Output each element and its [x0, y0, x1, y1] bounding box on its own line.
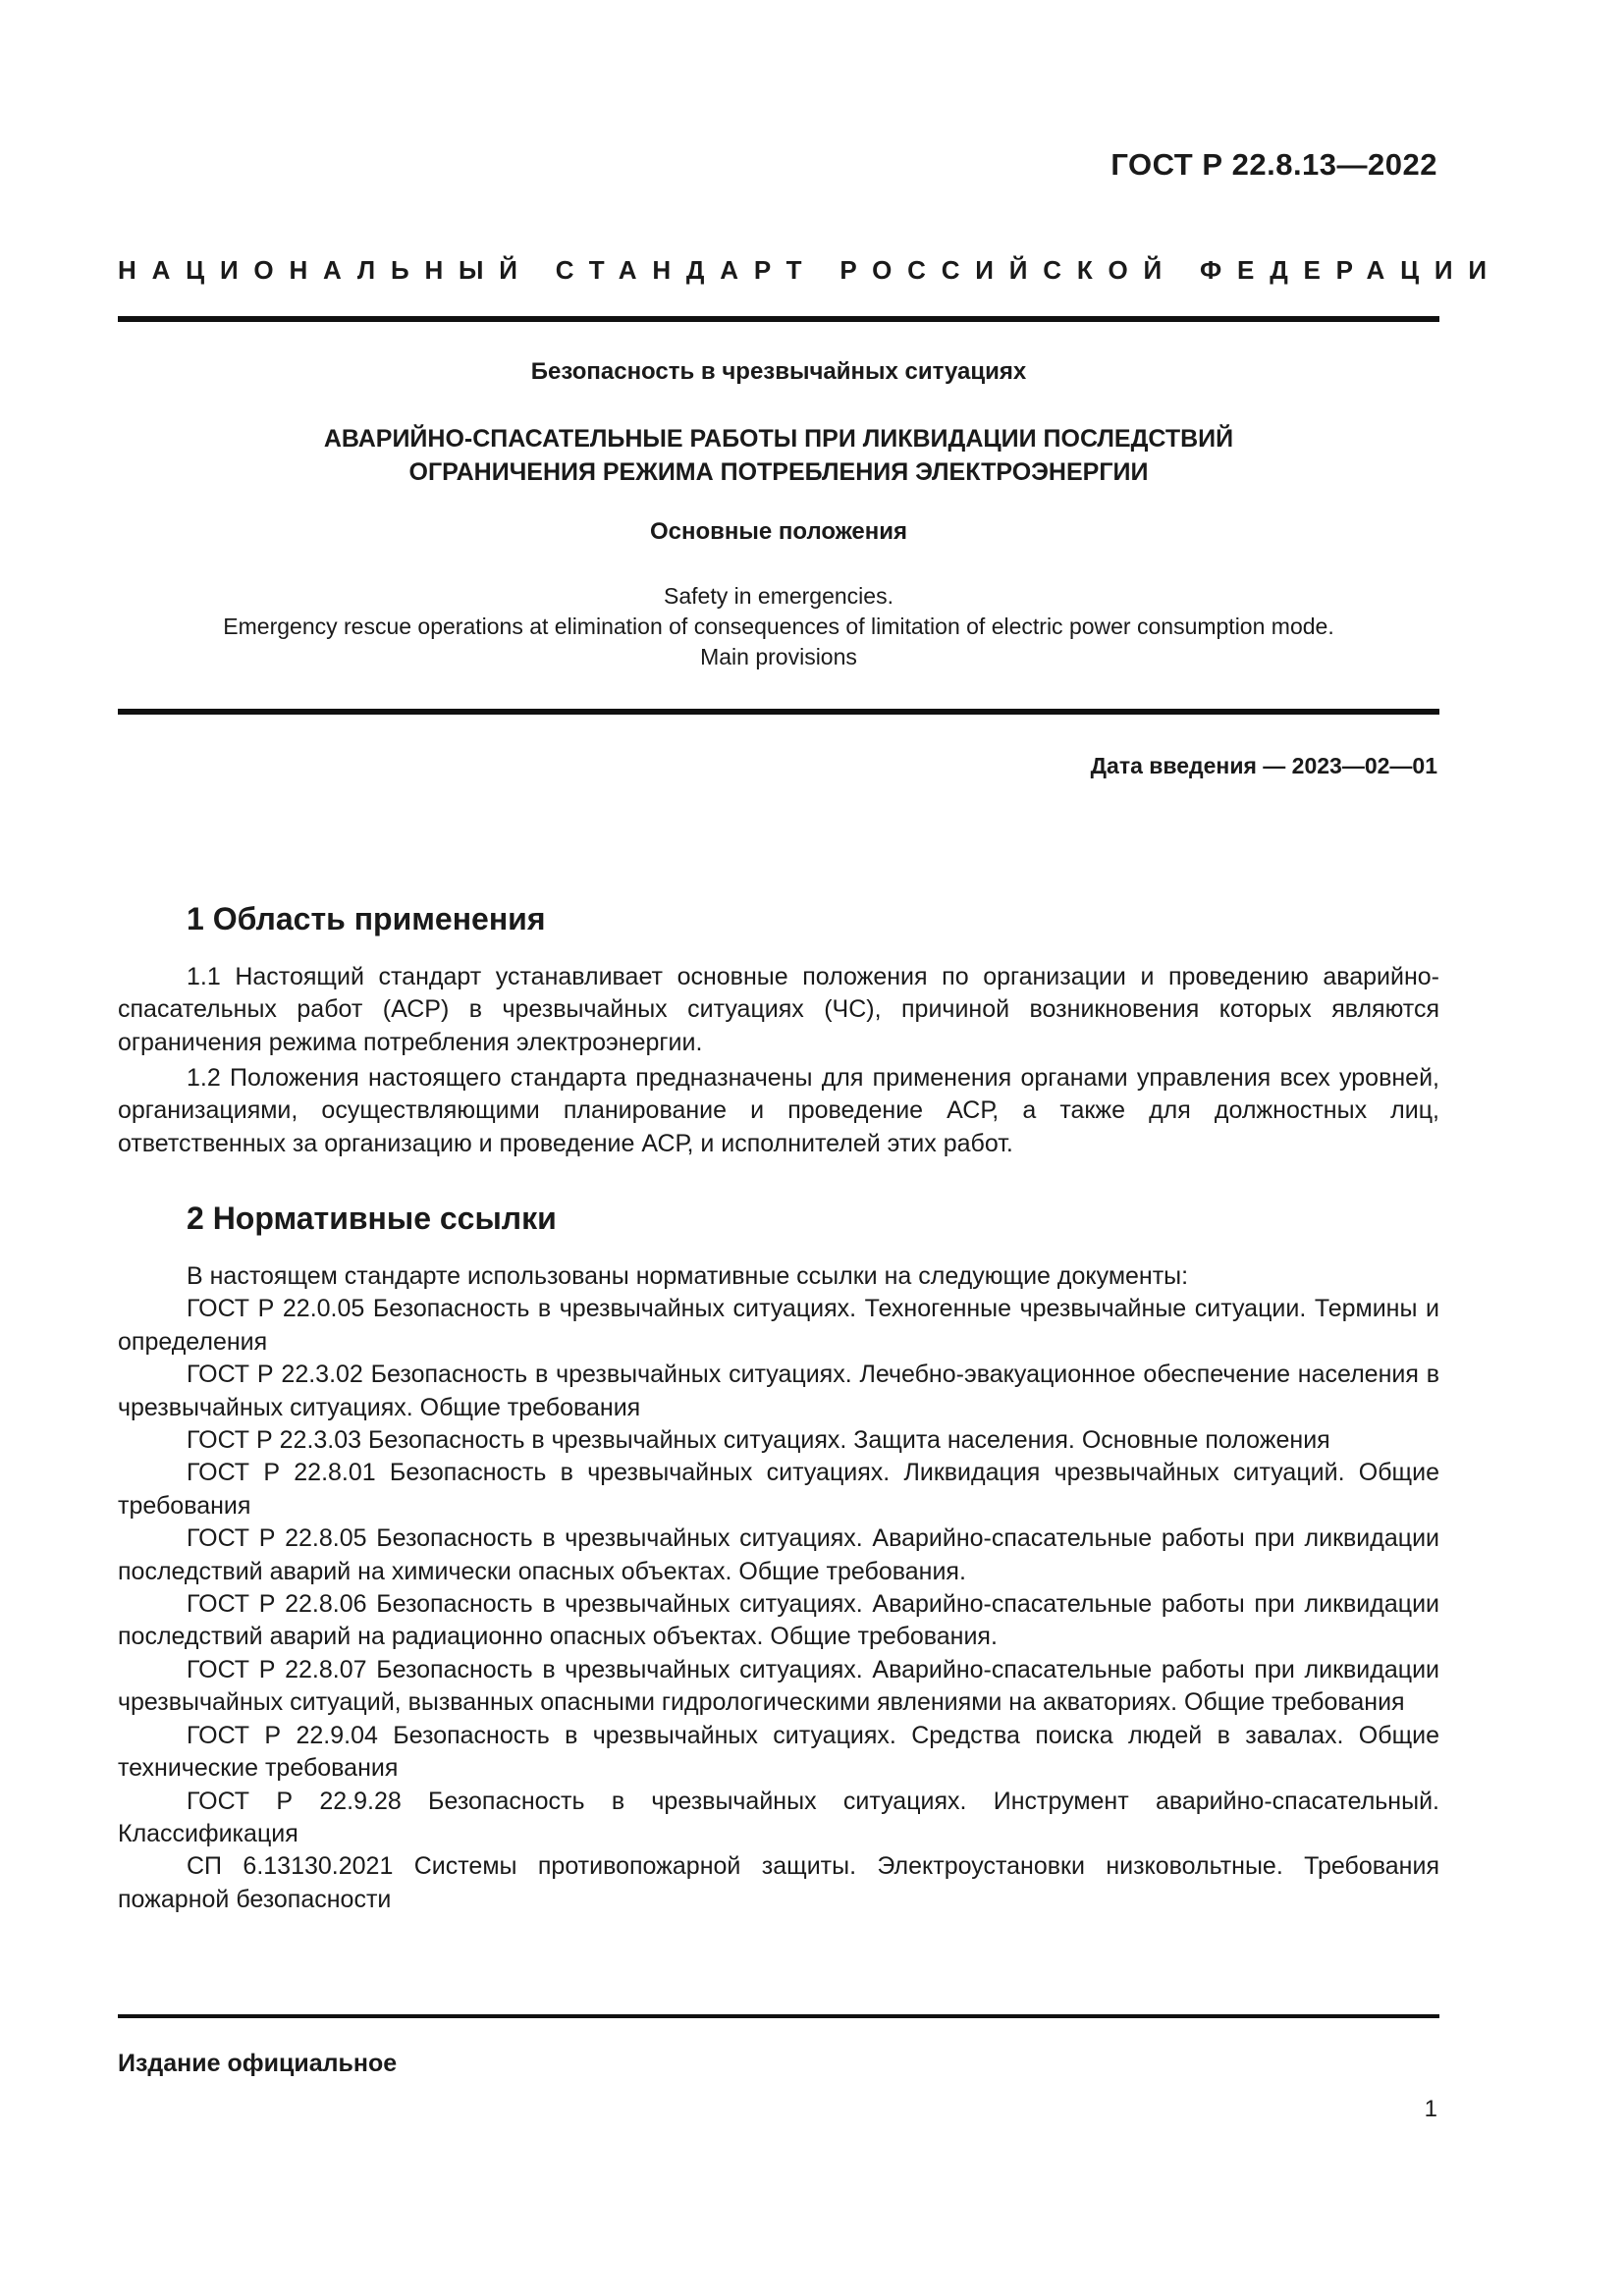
page-number: 1: [1424, 2096, 1437, 2122]
reference-item: ГОСТ Р 22.8.05 Безопасность в чрезвычайных ситуациях. Аварийно-спасательные работы при ликвидации последствий аварий на химически опасных объектах. Общие требования.: [118, 1524, 1439, 1585]
reference-item: ГОСТ Р 22.3.02 Безопасность в чрезвычайных ситуациях. Лечебно-эвакуационное обеспечение населения в чрезвычайных ситуациях. Общие требования: [118, 1361, 1439, 1421]
english-title: [118, 581, 1439, 672]
official-edition-label: Издание официальное: [118, 2050, 398, 2077]
reference-item: СП 6.13130.2021 Системы противопожарной защиты. Электроустановки низковольтные. Требования пожарной безопасности: [118, 1852, 1439, 1913]
national-standard-heading: НАЦИОНАЛЬНЫЙ СТАНДАРТ РОССИЙСКОЙ ФЕДЕРАЦИИ: [118, 255, 1502, 285]
document-number: ГОСТ Р 22.8.13—2022: [1110, 147, 1437, 182]
english-line-2: Emergency rescue operations at elimination of consequences of limitation of electric power consumption mode.: [223, 614, 1334, 639]
document-subtitle: Основные положения: [649, 518, 908, 545]
reference-item: ГОСТ Р 22.8.06 Безопасность в чрезвычайных ситуациях. Аварийно-спасательные работы при ликвидации последствий аварий на радиационно опасных объектах. Общие требования.: [118, 1590, 1439, 1651]
topic-line: Безопасность в чрезвычайных ситуациях: [530, 358, 1027, 385]
reference-item: ГОСТ Р 22.9.28 Безопасность в чрезвычайных ситуациях. Инструмент аварийно-спасательный. Классификация: [118, 1787, 1439, 1847]
normative-references-list: [118, 1260, 1439, 1916]
header-rule: [118, 316, 1439, 322]
references-intro: В настоящем стандарте использованы нормативные ссылки на следующие документы:: [187, 1262, 1189, 1290]
footer-rule: [118, 2014, 1439, 2018]
reference-item: ГОСТ Р 22.8.01 Безопасность в чрезвычайных ситуациях. Ликвидация чрезвычайных ситуаций. Общие требования: [118, 1459, 1439, 1520]
title-rule: [118, 709, 1439, 715]
reference-item: ГОСТ Р 22.0.05 Безопасность в чрезвычайных ситуациях. Техногенные чрезвычайные ситуации. Термины и определения: [118, 1295, 1439, 1356]
date-of-introduction: Дата введения — 2023—02—01: [1090, 753, 1437, 778]
document-title: [118, 422, 1439, 489]
english-line-1: Safety in emergencies.: [664, 583, 893, 609]
title-line-1: АВАРИЙНО-СПАСАТЕЛЬНЫЕ РАБОТЫ ПРИ ЛИКВИДАЦИИ ПОСЛЕДСТВИЙ: [323, 425, 1234, 453]
english-line-3: Main provisions: [700, 644, 857, 669]
section-1-paragraph-1: 1.1 Настоящий стандарт устанавливает основные положения по организации и проведению аварийно-спасательных работ (АСР) в чрезвычайных ситуациях (ЧС), причиной возникновения которых являются ограничения режима потребления электроэнергии.: [118, 963, 1439, 1056]
reference-item: ГОСТ Р 22.8.07 Безопасность в чрезвычайных ситуациях. Аварийно-спасательные работы при ликвидации чрезвычайных ситуаций, вызванных опасными гидрологическими явлениями на акваториях. Общие требования: [118, 1655, 1439, 1717]
reference-item: ГОСТ Р 22.3.03 Безопасность в чрезвычайных ситуациях. Защита населения. Основные положения: [187, 1426, 1330, 1455]
section-1-paragraph-2: 1.2 Положения настоящего стандарта предназначены для применения органами управления всех уровней, организациями, осуществляющими планирование и проведение АСР, а также для должностных лиц, ответственных за организацию и проведение АСР, и исполнителей этих работ.: [118, 1064, 1439, 1157]
section-2-heading: 2 Нормативные ссылки: [187, 1201, 557, 1236]
section-1-heading: 1 Область применения: [187, 901, 546, 936]
title-line-2: ОГРАНИЧЕНИЯ РЕЖИМА ПОТРЕБЛЕНИЯ ЭЛЕКТРОЭНЕРГИИ: [408, 458, 1149, 486]
reference-item: ГОСТ Р 22.9.04 Безопасность в чрезвычайных ситуациях. Средства поиска людей в завалах. Общие технические требования: [118, 1721, 1439, 1783]
